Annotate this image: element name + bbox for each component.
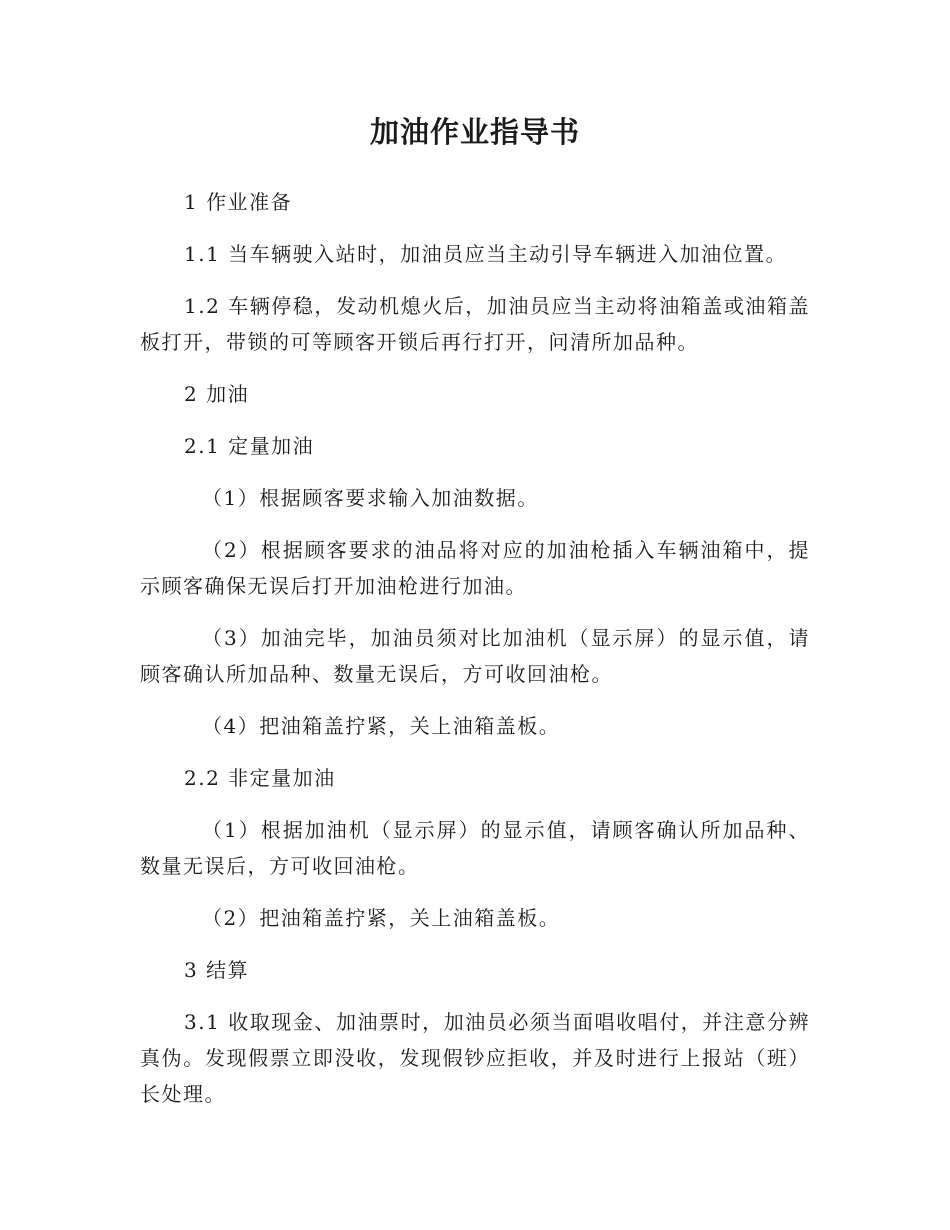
section-heading-1: 1 作业准备 <box>184 190 293 214</box>
list-item-2-2-1: （1）根据加油机（显示屏）的显示值，请顾客确认所加品种、数量无误后，方可收回油枪。 <box>140 818 810 878</box>
section-heading-3: 3 结算 <box>184 958 250 982</box>
list-item-2-1-4: （4）把油箱盖拧紧，关上油箱盖板。 <box>202 714 561 738</box>
list-item-2-1-2: （2）根据顾客要求的油品将对应的加油枪插入车辆油箱中，提示顾客确保无误后打开加油枪进行加油。 <box>140 538 810 598</box>
subsection-heading-2-1: 2.1 定量加油 <box>184 434 315 458</box>
section-heading-2: 2 加油 <box>184 382 250 406</box>
list-item-2-1-1: （1）根据顾客要求输入加油数据。 <box>202 486 539 510</box>
subsection-heading-2-2: 2.2 非定量加油 <box>184 766 336 790</box>
document-title: 加油作业指导书 <box>369 115 580 149</box>
paragraph-3-1: 3.1 收取现金、加油票时，加油员必须当面唱收唱付，并注意分辨真伪。发现假票立即没收，发现假钞应拒收，并及时进行上报站（班）长处理。 <box>140 1010 810 1106</box>
list-item-2-2-2: （2）把油箱盖拧紧，关上油箱盖板。 <box>202 906 561 930</box>
list-item-2-1-3: （3）加油完毕，加油员须对比加油机（显示屏）的显示值，请顾客确认所加品种、数量无误后，方可收回油枪。 <box>140 626 810 686</box>
paragraph-1-1: 1.1 当车辆驶入站时，加油员应当主动引导车辆进入加油位置。 <box>184 242 788 266</box>
paragraph-1-2: 1.2 车辆停稳，发动机熄火后，加油员应当主动将油箱盖或油箱盖板打开，带锁的可等顾客开锁后再行打开，问清所加品种。 <box>140 294 810 354</box>
